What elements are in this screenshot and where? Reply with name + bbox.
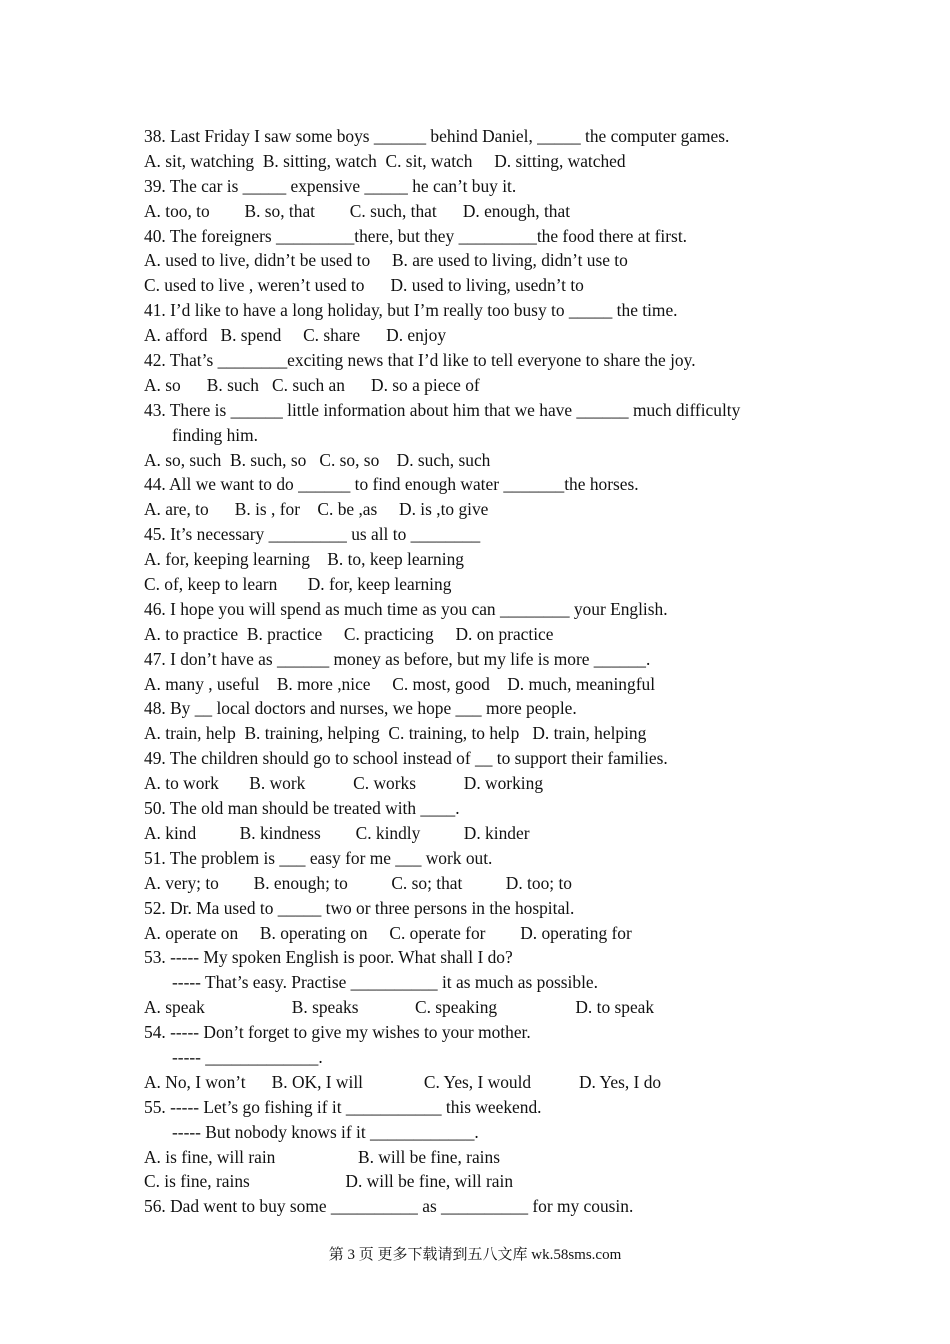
- page-footer: 第 3 页 更多下载请到五八文库 wk.58sms.com: [328, 1247, 622, 1263]
- text-line: C. of, keep to learn D. for, keep learning: [144, 574, 452, 595]
- text-line: 41. I’d like to have a long holiday, but I’m really too busy to _____ the time.: [144, 300, 678, 321]
- text-line: 40. The foreigners _________there, but they _________the food there at first.: [144, 225, 688, 246]
- text-line: 38. Last Friday I saw some boys ______ behind Daniel, _____ the computer games.: [144, 126, 730, 146]
- text-line: 56. Dad went to buy some __________ as __________ for my cousin.: [144, 1196, 634, 1217]
- text-line: ----- _____________.: [172, 1046, 323, 1067]
- text-line: A. sit, watching B. sitting, watch C. sit, watch D. sitting, watched: [144, 150, 626, 171]
- text-line: A. for, keeping learning B. to, keep learning: [144, 549, 464, 570]
- text-line: 47. I don’t have as ______ money as before, but my life is more ______.: [144, 648, 651, 669]
- text-line: 53. ----- My spoken English is poor. What shall I do?: [144, 947, 513, 968]
- text-line: A. many , useful B. more ,nice C. most, good D. much, meaningful: [144, 673, 656, 694]
- text-line: A. operate on B. operating on C. operate for D. operating for: [144, 922, 632, 943]
- text-line: A. to work B. work C. works D. working: [144, 773, 544, 794]
- text-line: A. very; to B. enough; to C. so; that D. too; to: [144, 872, 572, 893]
- text-line: 39. The car is _____ expensive _____ he can’t buy it.: [144, 175, 517, 196]
- text-line: A. afford B. spend C. share D. enjoy: [144, 325, 447, 346]
- text-line: finding him.: [172, 424, 258, 445]
- text-line: 43. There is ______ little information about him that we have ______ much difficulty: [144, 399, 741, 420]
- text-line: 52. Dr. Ma used to _____ two or three persons in the hospital.: [144, 897, 575, 918]
- text-line: 49. The children should go to school instead of __ to support their families.: [144, 748, 668, 769]
- text-line: A. so, such B. such, so C. so, so D. such, such: [144, 449, 491, 470]
- text-line: A. used to live, didn’t be used to B. are used to living, didn’t use to: [144, 250, 628, 271]
- text-line: ----- That’s easy. Practise __________ it as much as possible.: [172, 972, 598, 993]
- text-line: A. kind B. kindness C. kindly D. kinder: [144, 822, 530, 843]
- text-line: A. No, I won’t B. OK, I will C. Yes, I would D. Yes, I do: [144, 1071, 662, 1092]
- text-line: A. to practice B. practice C. practicing D. on practice: [144, 623, 554, 644]
- text-line: ----- But nobody knows if it ____________.: [172, 1121, 479, 1142]
- text-line: 50. The old man should be treated with ____.: [144, 798, 460, 819]
- text-line: A. are, to B. is , for C. be ,as D. is ,to give: [144, 499, 489, 520]
- text-line: A. so B. such C. such an D. so a piece of: [144, 374, 480, 395]
- text-line: 51. The problem is ___ easy for me ___ work out.: [144, 847, 493, 868]
- text-line: 44. All we want to do ______ to find enough water _______the horses.: [144, 474, 639, 495]
- text-line: 54. ----- Don’t forget to give my wishes to your mother.: [144, 1022, 531, 1043]
- text-line: 55. ----- Let’s go fishing if it ___________ this weekend.: [144, 1096, 542, 1117]
- text-line: 42. That’s ________exciting news that I’d like to tell everyone to share the joy.: [144, 350, 696, 371]
- text-line: 46. I hope you will spend as much time as you can ________ your English.: [144, 598, 668, 619]
- text-line: A. too, to B. so, that C. such, that D. enough, that: [144, 200, 571, 221]
- exam-questions: [144, 124, 824, 1219]
- text-line: C. used to live , weren’t used to D. used to living, usedn’t to: [144, 275, 584, 296]
- text-line: 45. It’s necessary _________ us all to ________: [144, 524, 481, 545]
- text-line: A. train, help B. training, helping C. training, to help D. train, helping: [144, 723, 647, 744]
- text-line: A. speak B. speaks C. speaking D. to speak: [144, 997, 655, 1018]
- text-line: C. is fine, rains D. will be fine, will rain: [144, 1171, 514, 1192]
- text-line: 48. By __ local doctors and nurses, we hope ___ more people.: [144, 698, 577, 719]
- text-line: A. is fine, will rain B. will be fine, rains: [144, 1146, 500, 1167]
